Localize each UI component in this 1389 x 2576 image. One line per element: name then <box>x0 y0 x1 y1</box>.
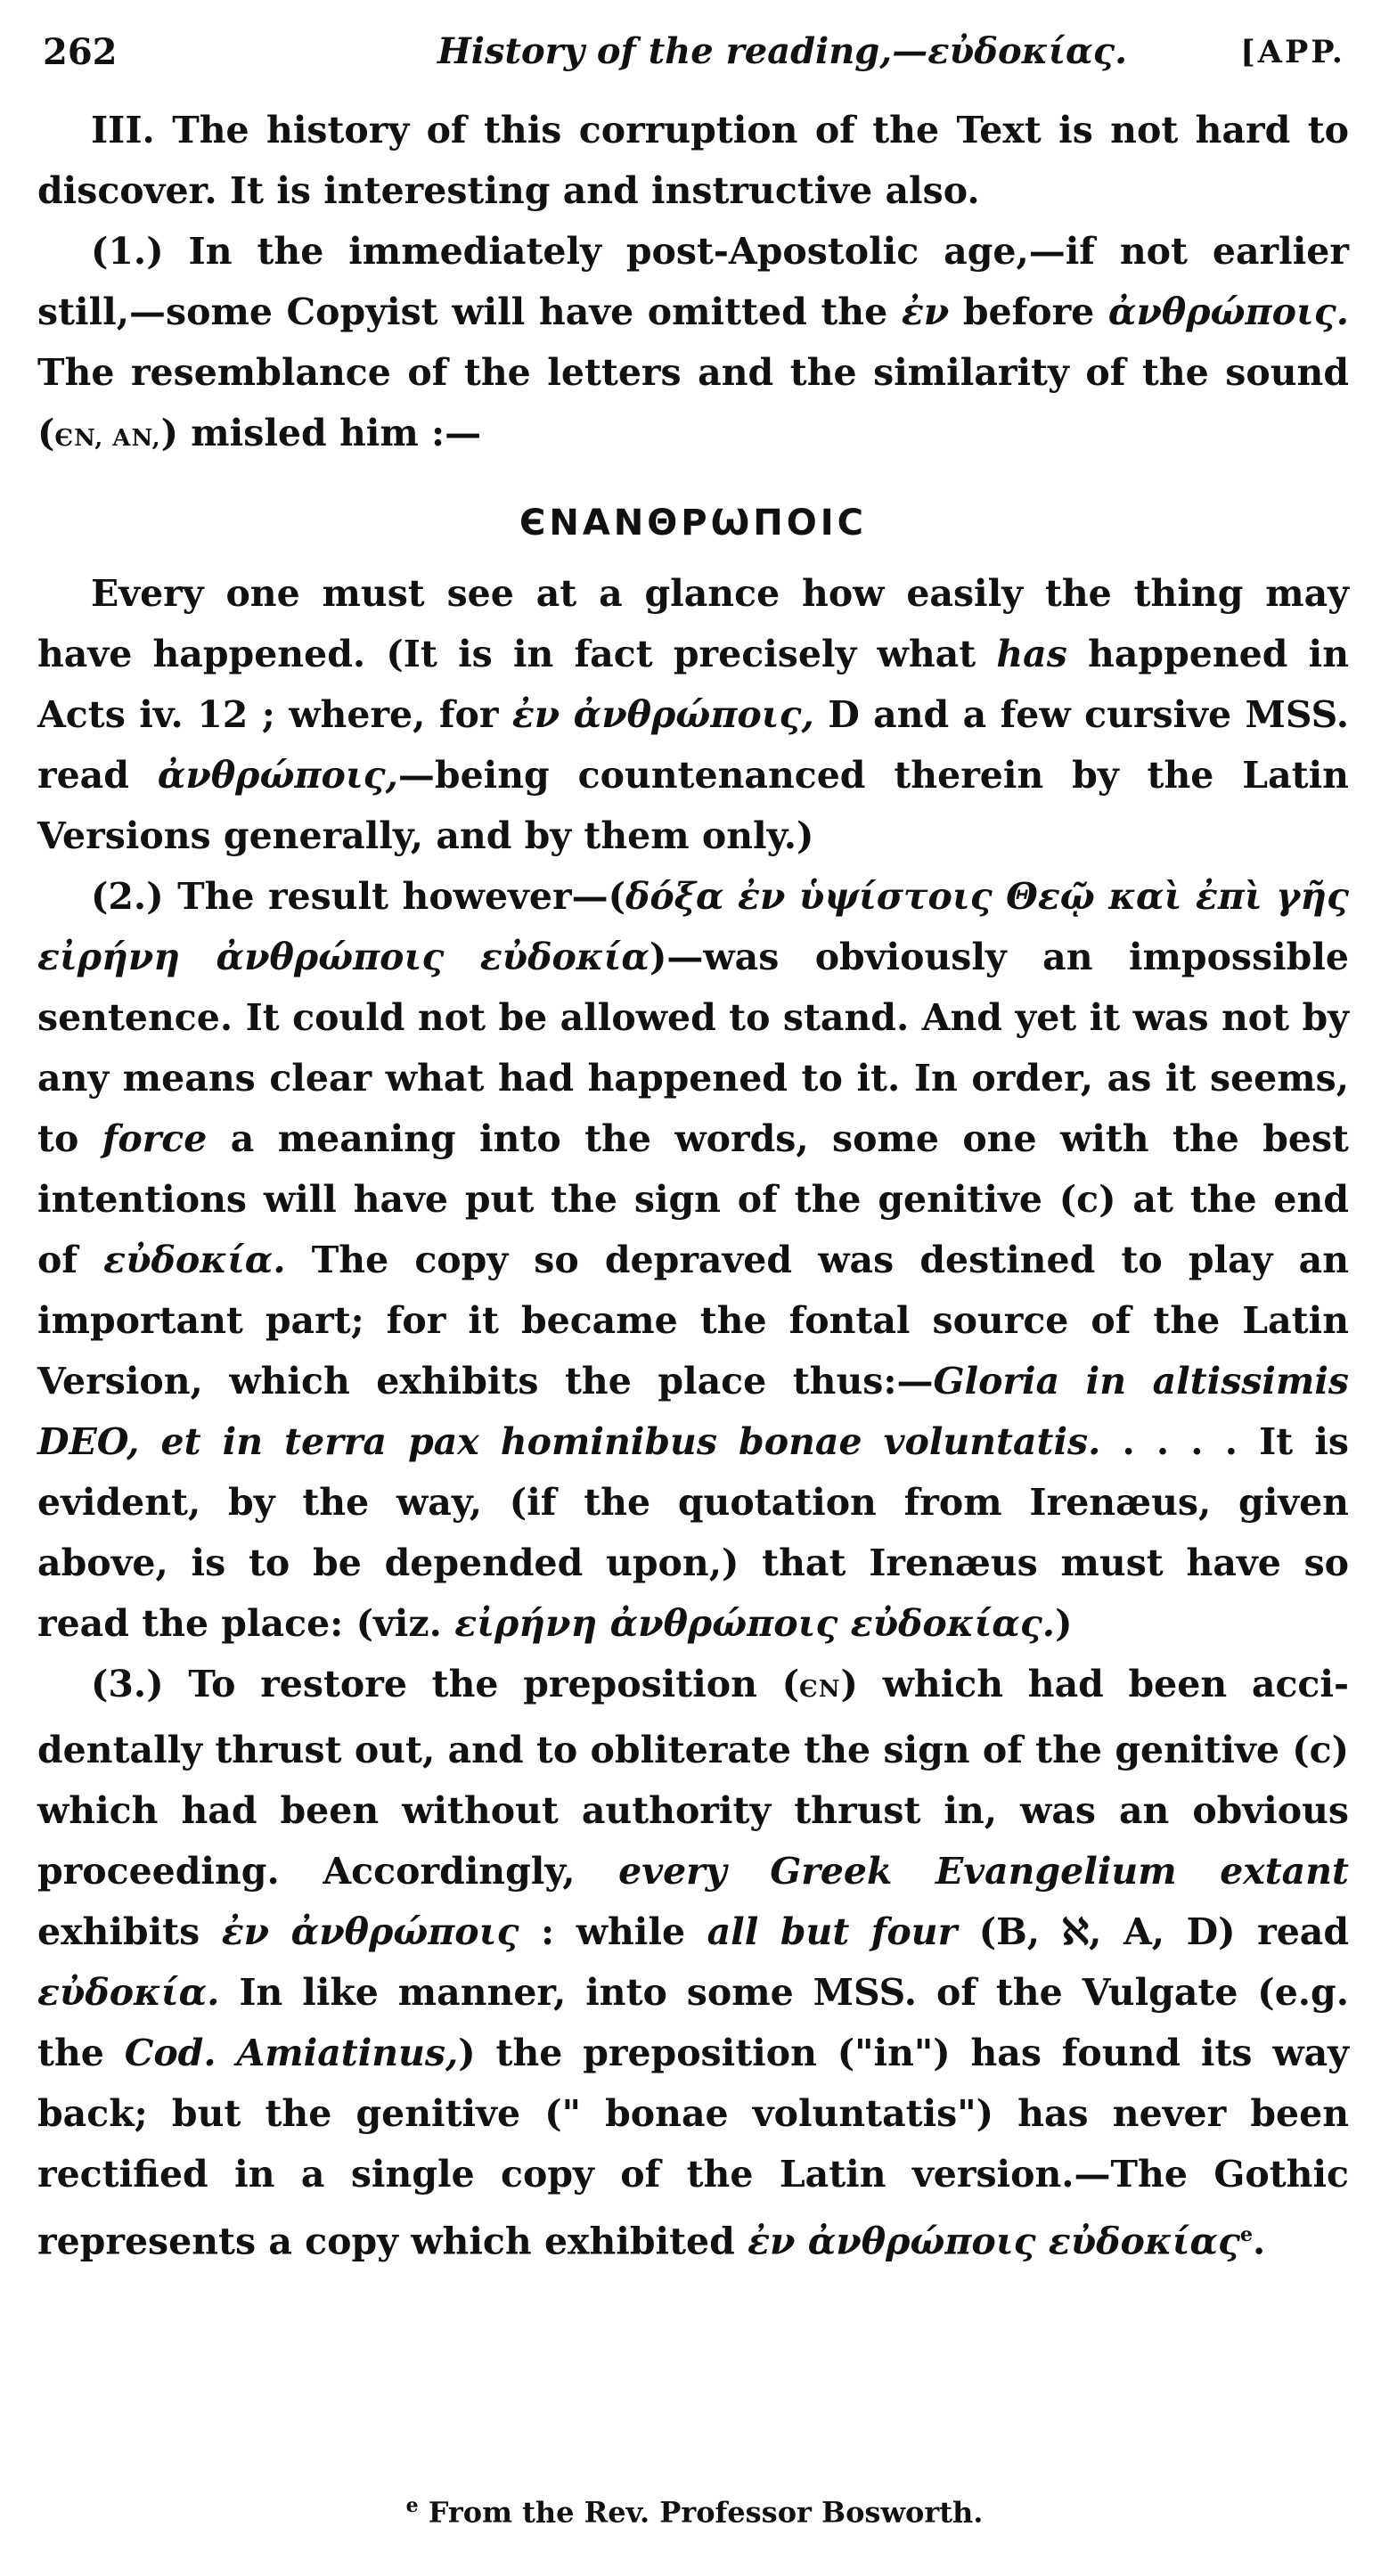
paragraph-text: —being countenanced therein by the Latin Versions generally, and by them only.) <box>37 754 1349 857</box>
footnote <box>0 2486 1389 2532</box>
greek-term: ἐν ἀνθρώποις <box>221 1910 519 1953</box>
paragraph-text: happened in Acts iv. 12 ; where, for <box>37 633 1349 736</box>
greek-term: ἐν <box>901 290 950 333</box>
main-text <box>37 100 1349 2272</box>
page-number: 262 <box>43 30 118 73</box>
paragraph-text: a meaning into the words, some one with the best intentions will have put the sign of the genitive (c) at the end of <box>37 1117 1349 1281</box>
paragraph-text: ) the preposition ("in") has found its way back; but the genitive (" bonae voluntatis") has never been rectified in a single copy of the Latin version.—The Gothic represents a copy which exhibited <box>37 2032 1349 2263</box>
emphasis: Cod. Amiatinus, <box>124 2032 459 2074</box>
greek-term: ἀνθρώποις. <box>1107 290 1349 333</box>
emphasis: force <box>102 1117 208 1160</box>
paragraph-text: ) misled him :— <box>160 412 482 454</box>
greek-term: εἰρήνη ἀνθρώποις εὐδοκίας. <box>454 1602 1056 1645</box>
paragraph-text: (2.) The result however—( <box>91 875 625 918</box>
footnote-reference[interactable]: e <box>1239 2223 1253 2246</box>
footnote-text: From the Rev. Professor Bosworth. <box>428 2495 984 2530</box>
uncial-letters: ЄN <box>799 1676 841 1703</box>
paragraph-text: Every one must see at a glance how easily the thing may have happened. (It is in fact precisely what <box>37 572 1349 675</box>
running-head: History of the reading,—εὐδοκίας. <box>437 30 1128 72</box>
uncial-display: ЄNANΘPѠΠOIC <box>519 503 867 544</box>
paragraph-text: (3.) To restore the preposition ( <box>91 1663 800 1705</box>
greek-term: εὐδοκία. <box>37 1971 220 2014</box>
emphasis: has <box>996 633 1067 675</box>
paragraph-text: ) <box>1055 1602 1073 1645</box>
paragraph-text: (1.) In the immediately post-Apostolic age,—if not earlier still,—some Copyist will have omitted the <box>37 230 1349 333</box>
emphasis: all but four <box>707 1910 958 1953</box>
paragraph-text: )—was obviously an impossible sentence. It could not be allowed to stand. And yet it was not by any means clear what had happened to it. In order, as it seems, to <box>37 936 1349 1160</box>
page-header <box>43 25 1345 78</box>
paragraph-2 <box>37 866 1349 1654</box>
uncial-letters: ЄN, AN, <box>54 425 161 452</box>
paragraph-text: exhibits <box>37 1910 222 1953</box>
greek-quotation: δόξα ἐν ὑψίστοις Θεῷ καὶ ἐπὶ γῆς εἰρήνη ἀνθρώποις εὐδοκία <box>37 875 1349 978</box>
paragraph-text: The resemblance of the letters and the similarity of the sound ( <box>37 351 1349 454</box>
paragraph-text: In like manner, into some MSS. of the Vulgate (e.g. the <box>37 1971 1349 2074</box>
latin-quotation: Gloria in altissimis DEO, et in terra pax hominibus bonae voluntatis. <box>37 1360 1350 1463</box>
paragraph-text: III. The history of this corruption of the Text is not hard to discover. It is interesting and instructive also. <box>37 109 1349 212</box>
paragraph-3 <box>37 1654 1349 2272</box>
paragraph-text: ) which had been accidentally thrust out, and to obliterate the sign of the genitive (c) which had been without authority thrust in, was an obvious proceeding. Accordingly, <box>37 1663 1349 1893</box>
paragraph-iii <box>37 100 1349 221</box>
paragraph-text: . . . . It is evident, by the way, (if the quotation from Irenæus, given above, is to be depended upon,) that Irenæus must have so read the place: (viz. <box>37 1420 1349 1645</box>
paragraph-text: (B, ℵ, A, D) read <box>957 1910 1350 1953</box>
paragraph-text: : while <box>519 1910 707 1953</box>
paragraph-text: before <box>949 290 1108 333</box>
emphasis: every Greek Evangelium extant <box>618 1850 1349 1893</box>
section-mark: [APP. <box>1240 33 1345 70</box>
greek-term: ἐν ἀνθρώποις εὐδοκίας <box>748 2220 1240 2263</box>
footnote-mark: e <box>405 2494 419 2517</box>
paragraph-text: D and a few cursive MSS. read <box>37 693 1349 797</box>
greek-term: εὐδοκία. <box>103 1239 286 1281</box>
paragraph-text: The copy so depraved was destined to play an important part; for it became the fontal source of the Latin Version, which exhibits the place thus:— <box>37 1239 1349 1402</box>
greek-term: ἐν ἀνθρώποις, <box>511 693 814 736</box>
paragraph-every-one <box>37 563 1349 866</box>
paragraph-1 <box>37 221 1349 469</box>
paragraph-text: . <box>1252 2220 1266 2263</box>
greek-term: ἀνθρώποις, <box>157 754 398 797</box>
